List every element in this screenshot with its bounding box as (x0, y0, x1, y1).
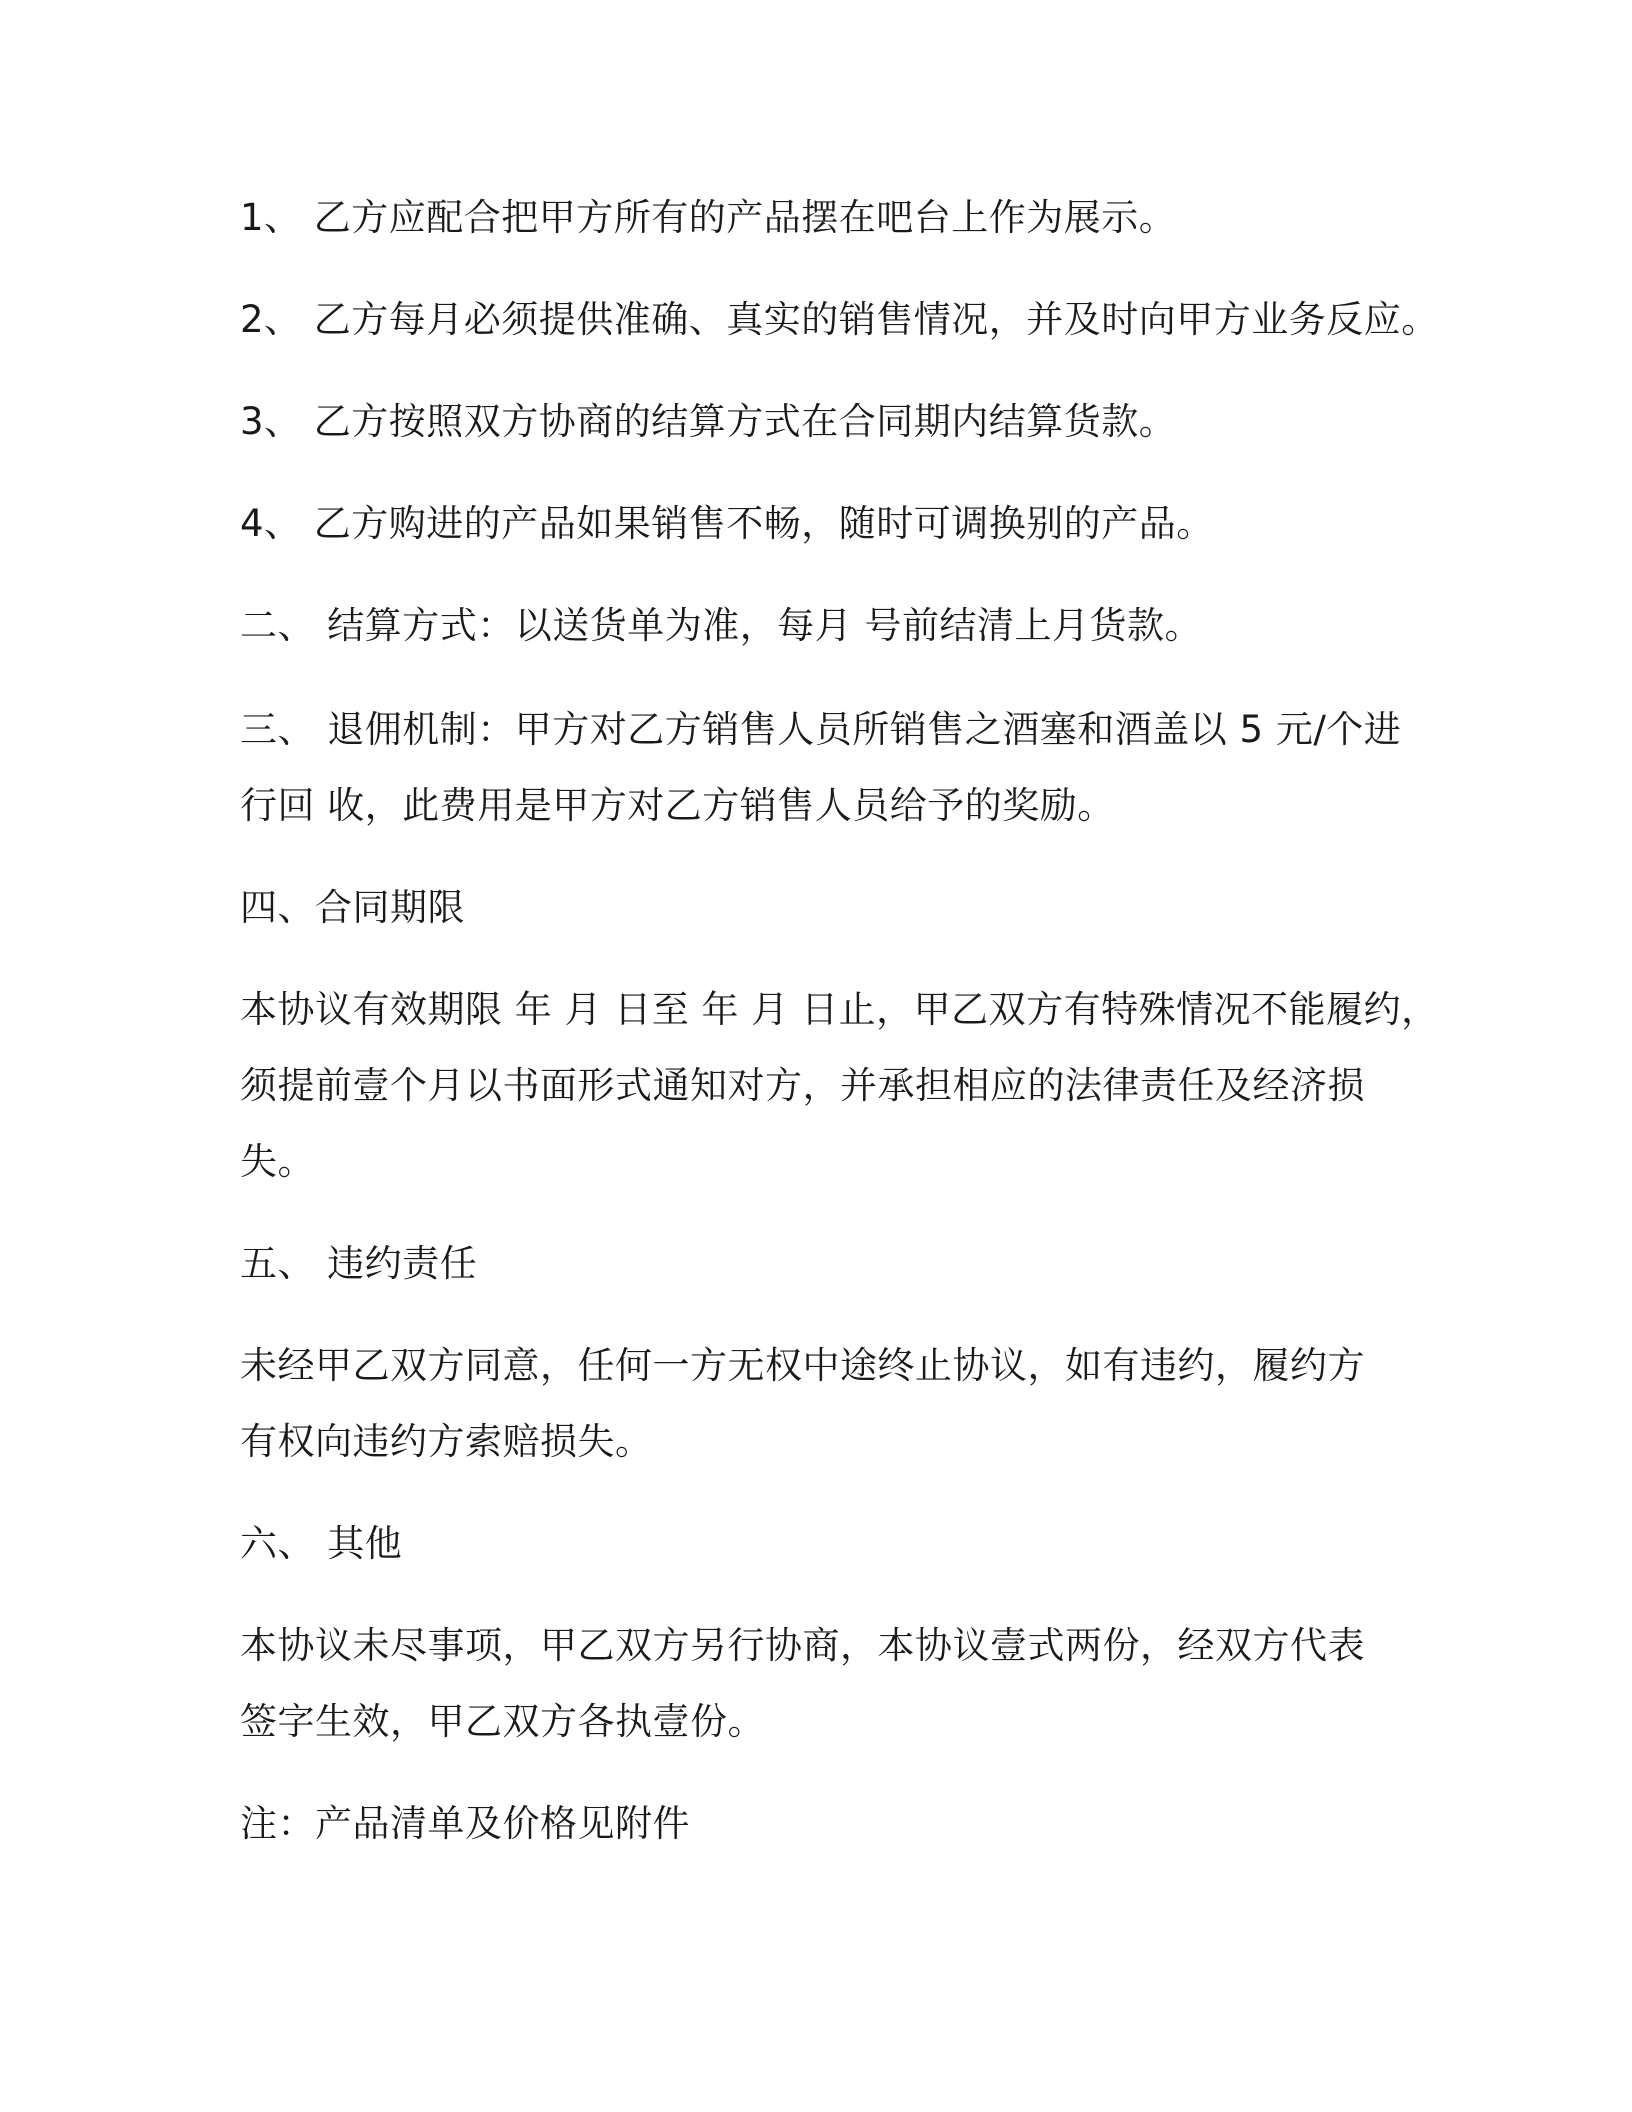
other-heading: 六、 其他 (240, 1522, 403, 1565)
breach-line-1: 未经甲乙双方同意，任何一方无权中途终止协议，如有违约，履约方 (240, 1344, 1365, 1387)
term-line-1: 本协议有效期限 年 月 日至 年 月 日止，甲乙双方有特殊情况不能履约， (240, 988, 1439, 1031)
settlement-clause: 二、 结算方式：以送货单为准，每月 号前结清上月货款。 (240, 604, 1203, 647)
commission-line-2: 行回 收，此费用是甲方对乙方销售人员给予的奖励。 (240, 784, 1115, 827)
term-line-2: 须提前壹个月以书面形式通知对方，并承担相应的法律责任及经济损 (240, 1064, 1365, 1107)
clause-3: 3、 乙方按照双方协商的结算方式在合同期内结算货款。 (240, 400, 1177, 443)
breach-line-2: 有权向违约方索赔损失。 (240, 1420, 653, 1463)
other-line-2: 签字生效，甲乙双方各执壹份。 (240, 1700, 765, 1743)
commission-line-1: 三、 退佣机制：甲方对乙方销售人员所销售之酒塞和酒盖以 5 元/个进 (240, 708, 1402, 751)
clause-2: 2、 乙方每月必须提供准确、真实的销售情况，并及时向甲方业务反应。 (240, 298, 1439, 341)
term-heading: 四、合同期限 (240, 886, 465, 929)
other-line-1: 本协议未尽事项，甲乙双方另行协商，本协议壹式两份，经双方代表 (240, 1624, 1365, 1667)
attachment-note: 注：产品清单及价格见附件 (240, 1802, 690, 1845)
term-line-3: 失。 (240, 1140, 315, 1183)
clause-1: 1、 乙方应配合把甲方所有的产品摆在吧台上作为展示。 (240, 196, 1177, 239)
clause-4: 4、 乙方购进的产品如果销售不畅，随时可调换别的产品。 (240, 502, 1214, 545)
breach-heading: 五、 违约责任 (240, 1242, 478, 1285)
